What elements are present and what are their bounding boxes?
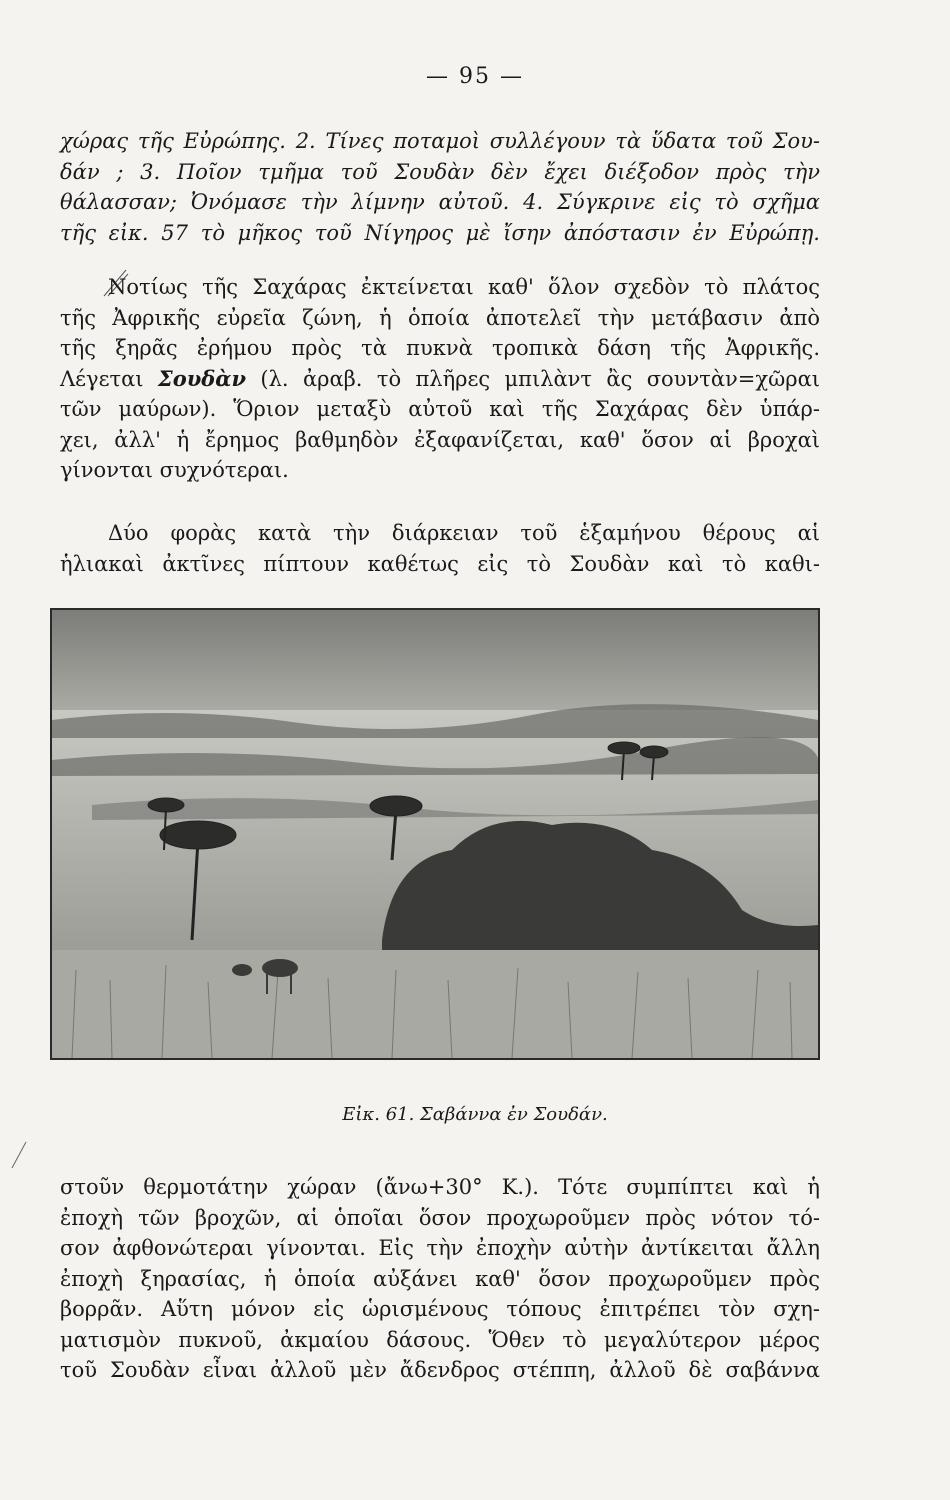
text-line: στοῦν θερμοτάτην χώραν (ἄνω+30° Κ.). Τότε συμπίπτει καὶ ἡ [60, 1175, 820, 1199]
text-line: Νοτίως τῆς Σαχάρας ἐκτείνεται καθ' ὅλον σχεδὸν τὸ πλάτος [108, 275, 820, 299]
text-line: γίνονται συχνότεραι. [60, 458, 289, 482]
paragraph-sun-rays [60, 518, 820, 579]
text-line: ἐποχὴ ξηρασίας, ἡ ὁποία αὐξάνει καθ' ὅσον προχωροῦμεν πρὸς [60, 1266, 820, 1291]
text-line: χει, ἀλλ' ἡ ἔρημος βαθμηδὸν ἐξαφανίζεται, καθ' ὅσον αἱ βροχαὶ [60, 427, 820, 452]
margin-mark-icon [10, 1140, 30, 1170]
text-line: σον ἀφθονώτεραι γίνονται. Εἰς τὴν ἐποχὴν αὐτὴν ἀντίκειται ἄλλη [60, 1236, 820, 1260]
text-line: τοῦ Σουδὰν εἶναι ἀλλοῦ μὲν ἄδενδρος στέππη, ἀλλοῦ δὲ σαβάννα [60, 1358, 820, 1382]
text-line: χώρας τῆς Εὐρώπης. 2. Τίνες ποταμοὶ συλλέγουν τὰ ὕδατα τοῦ Σου- [60, 129, 820, 153]
text-line: τῆς ξηρᾶς ἐρήμου πρὸς τὰ πυκνὰ τροπικὰ δάση τῆς Ἀφρικῆς. [60, 336, 820, 360]
savanna-illustration [50, 608, 820, 1060]
paragraph-rainy-season [60, 1172, 820, 1386]
text-line: βορρᾶν. Αὕτη μόνον εἰς ὡρισμένους τόπους ἐπιτρέπει τὸν σχη- [60, 1297, 820, 1321]
text-line: τῆς Ἀφρικῆς εὐρεῖα ζώνη, ἡ ὁποία ἀποτελεῖ τὴν μετάβασιν ἀπὸ [60, 305, 820, 330]
text-line: ἐποχὴ τῶν βροχῶν, αἱ ὁποῖαι ὅσον προχωροῦμεν πρὸς νότον τό- [60, 1205, 820, 1230]
text-line [60, 364, 820, 395]
figure-caption: Εἰκ. 61. Σαβάννα ἐν Σουδάν. [342, 1104, 608, 1125]
text-span: Λέγεται [60, 366, 158, 391]
text-line: ματισμὸν πυκνοῦ, ἀκμαίου δάσους. Ὅθεν τὸ μεγαλύτερον μέρος [60, 1327, 820, 1352]
text-span: (λ. ἀραβ. τὸ πλῆρες μπιλὰντ ἂς σουντὰν=χῶραι [246, 366, 820, 391]
text-line: δάν ; 3. Ποῖον τμῆμα τοῦ Σουδὰν δὲν ἔχει διέξοδον πρὸς τὴν [60, 159, 820, 184]
text-line: τῶν μαύρων). Ὅριον μεταξὺ αὐτοῦ καὶ τῆς Σαχάρας δὲν ὑπάρ- [60, 397, 820, 421]
text-line: ἡλιακαὶ ἀκτῖνες πίπτουν καθέτως εἰς τὸ Σουδὰν καὶ τὸ καθι- [60, 551, 820, 576]
paragraph-sudan-intro [60, 272, 820, 486]
text-line: Δύο φορὰς κατὰ τὴν διάρκειαν τοῦ ἑξαμήνου θέρους αἱ [108, 521, 820, 545]
page-number: — 95 — [426, 64, 524, 89]
text-line: τῆς εἰκ. 57 τὸ μῆκος τοῦ Νίγηρος μὲ ἴσην ἀπόστασιν ἐν Εὐρώπῃ. [60, 220, 820, 245]
savanna-scene [52, 610, 818, 1058]
term-sudan: Σουδὰν [157, 365, 247, 391]
exercise-questions [60, 126, 820, 248]
text-line: θάλασσαν; Ὀνόμασε τὴν λίμνην αὐτοῦ. 4. Σύγκρινε εἰς τὸ σχῆμα [60, 190, 820, 214]
